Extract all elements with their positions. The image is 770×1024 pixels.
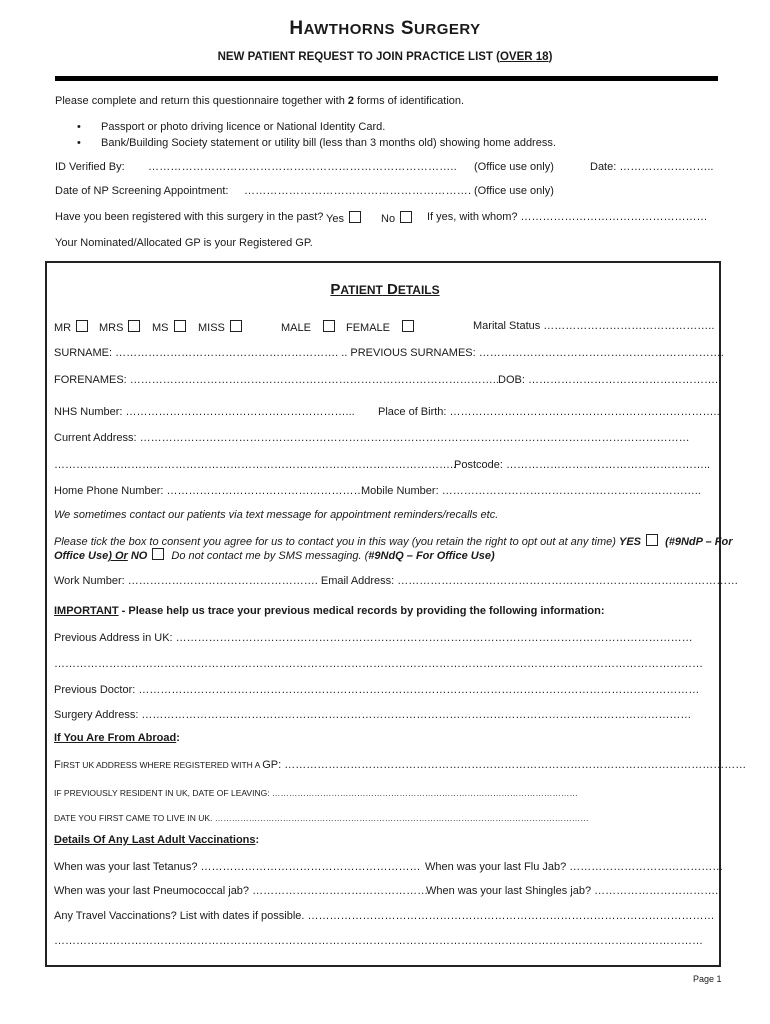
dob-field[interactable]: DOB: …………………………………………….. xyxy=(498,374,722,386)
date-field[interactable]: Date: …………………….. xyxy=(590,161,714,173)
sms-consent-line1: Please tick the box to consent you agree for us to contact you in this way (you retain the right to opt out at any time) YES (#9NdP – For xyxy=(54,536,733,548)
mobile-field[interactable]: Mobile Number: …………………………………………………………….. xyxy=(361,485,701,497)
nhs-number-field[interactable]: NHS Number: ……………………………………………………... xyxy=(54,406,355,418)
previous-address-line-2[interactable]: …………………………………………………………………………………………………………………………………………………………… xyxy=(54,658,703,670)
surname-field[interactable]: SURNAME: ……………………………………………………. .. PREVIOUS SURNAMES: …………………………………………………………. xyxy=(54,347,724,359)
mr-checkbox[interactable] xyxy=(76,320,88,332)
page-number: Page 1 xyxy=(693,974,722,984)
flu-field[interactable]: When was your last Flu Jab? …………………………………… xyxy=(425,861,724,873)
title-mr[interactable]: MR xyxy=(54,320,88,334)
form-subtitle: NEW PATIENT REQUEST TO JOIN PRACTICE LIST (OVER 18) xyxy=(217,51,553,63)
np-screening-label: Date of NP Screening Appointment: xyxy=(55,185,229,197)
registered-no[interactable]: No xyxy=(381,211,412,225)
sms-consent-line2: Office Use) Or NO Do not contact me by SMS messaging. (#9NdQ – For Office Use) xyxy=(54,550,495,562)
sms-note: We sometimes contact our patients via text message for appointment reminders/recalls etc. xyxy=(54,509,499,521)
mrs-checkbox[interactable] xyxy=(128,320,140,332)
forenames-field[interactable]: FORENAMES: ……………………………………………………………………………………….. xyxy=(54,374,499,386)
date-leaving-field[interactable]: IF PREVIOUSLY RESIDENT IN UK, DATE OF LEAVING: ……………………………………………………………………………………………… xyxy=(54,788,578,798)
if-yes-field[interactable]: If yes, with whom? …………………………………………… xyxy=(427,211,708,223)
bullet-item: • Bank/Building Society statement or utility bill (less than 3 months old) showing home address. xyxy=(101,137,556,149)
female-checkbox[interactable] xyxy=(402,320,414,332)
important-note: IMPORTANT - Please help us trace your previous medical records by providing the following information: xyxy=(54,605,605,617)
postcode-field[interactable]: Postcode: ……………………………………………….. xyxy=(454,459,711,471)
work-email-field[interactable]: Work Number: ……………………………………………. Email Address: ………………………………………………………………………………… xyxy=(54,575,739,587)
registered-yes[interactable]: Yes xyxy=(326,211,361,225)
title-ms[interactable]: MS xyxy=(152,320,186,334)
office-use-note: (Office use only) xyxy=(474,161,554,173)
first-uk-address-field[interactable]: FIRST UK ADDRESS WHERE REGISTERED WITH A GP: ……………………………………………………………………………………………………………… xyxy=(54,759,747,771)
surgery-address-field[interactable]: Surgery Address: …………………………………………………………………………………………………………………………………… xyxy=(54,709,692,721)
yes-checkbox[interactable] xyxy=(349,211,361,223)
travel-vaccinations-field[interactable]: Any Travel Vaccinations? List with dates if possible. ………………………………………………………………………………………………… xyxy=(54,910,715,922)
title-miss[interactable]: MISS xyxy=(198,320,242,334)
gp-note: Your Nominated/Allocated GP is your Registered GP. xyxy=(55,237,313,249)
section-title: PATIENT DETAILS xyxy=(330,281,440,298)
no-checkbox[interactable] xyxy=(400,211,412,223)
abroad-heading: If You Are From Abroad: xyxy=(54,732,180,744)
birthplace-field[interactable]: Place of Birth: ……………………………………………………………….. xyxy=(378,406,720,418)
id-verified-field[interactable]: ……………………………………………………………………….. xyxy=(148,161,457,173)
miss-checkbox[interactable] xyxy=(230,320,242,332)
bullet-item: • Passport or photo driving licence or National Identity Card. xyxy=(101,121,385,133)
intro-text: Please complete and return this questionnaire together with 2 forms of identification. xyxy=(55,95,465,107)
np-screening-field[interactable]: ……………………………………………………. xyxy=(244,185,472,197)
home-phone-field[interactable]: Home Phone Number: ……………………………………………… xyxy=(54,485,365,497)
pneumococcal-field[interactable]: When was your last Pneumococcal jab? ………………………………………… xyxy=(54,885,429,897)
current-address-field[interactable]: Current Address: …………………………………………………………………………………………………………………………………… xyxy=(54,432,690,444)
previous-address-field[interactable]: Previous Address in UK: …………………………………………………………………………………………………………………………… xyxy=(54,632,693,644)
registered-question: Have you been registered with this surgery in the past? xyxy=(55,211,324,223)
form-title: HAWTHORNS SURGERY xyxy=(289,18,481,39)
gender-male[interactable]: MALE xyxy=(281,320,335,334)
title-mrs[interactable]: MRS xyxy=(99,320,140,334)
marital-status-field[interactable]: Marital Status ……………………………………….. xyxy=(473,320,715,332)
shingles-field[interactable]: When was your last Shingles jab? …………………………….. xyxy=(426,885,722,897)
gender-female[interactable]: FEMALE xyxy=(346,320,414,334)
address-line-2[interactable]: ……………………………………………………………………………………………….. xyxy=(54,459,457,471)
travel-vaccinations-line-2[interactable]: …………………………………………………………………………………………………………………………………………………………… xyxy=(54,935,703,947)
header-divider xyxy=(55,76,718,81)
date-came-field[interactable]: DATE YOU FIRST CAME TO LIVE IN UK. …………………………………………………………………………………………………………………… xyxy=(54,813,589,823)
ms-checkbox[interactable] xyxy=(174,320,186,332)
male-checkbox[interactable] xyxy=(323,320,335,332)
id-verified-label: ID Verified By: xyxy=(55,161,125,173)
previous-doctor-field[interactable]: Previous Doctor: ……………………………………………………………………………………………………………………………………… xyxy=(54,684,700,696)
office-use-note: (Office use only) xyxy=(474,185,554,197)
sms-no-checkbox[interactable] xyxy=(152,548,164,560)
vaccinations-heading: Details Of Any Last Adult Vaccinations: xyxy=(54,834,260,846)
tetanus-field[interactable]: When was your last Tetanus? …………………………………………………… xyxy=(54,861,421,873)
sms-yes-checkbox[interactable] xyxy=(646,534,658,546)
